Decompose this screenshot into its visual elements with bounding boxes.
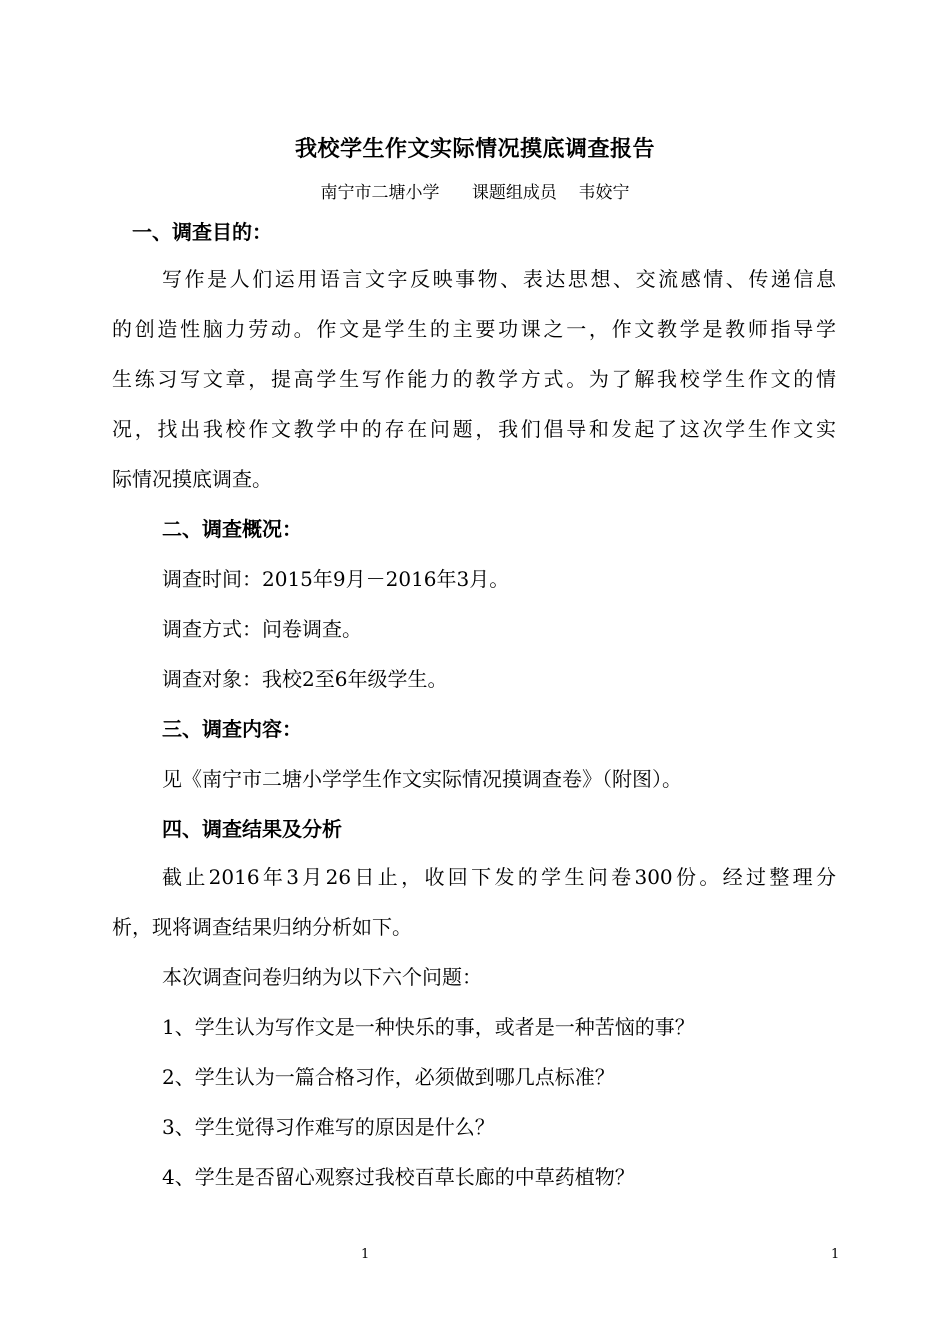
- questions-intro: 本次调查问卷归纳为以下六个问题：: [162, 965, 482, 989]
- question-item: 4、学生是否留心观察过我校百草长廊的中草药植物？: [162, 1165, 635, 1189]
- author-byline: 南宁市二塘小学 课题组成员 韦姣宁: [320, 183, 630, 203]
- section-heading-purpose: 一、调查目的：: [132, 220, 272, 244]
- section-heading-overview: 二、调查概况：: [162, 517, 302, 541]
- question-item: 2、学生认为一篇合格习作，必须做到哪几点标准？: [162, 1065, 615, 1089]
- question-item: 1、学生认为写作文是一种快乐的事，或者是一种苦恼的事？: [162, 1015, 695, 1039]
- paragraph-line: 写作是人们运用语言文字反映事物、表达思想、交流感情、传递信息: [162, 267, 836, 291]
- report-title: 我校学生作文实际情况摸底调查报告: [294, 136, 655, 162]
- section-heading-results: 四、调查结果及分析: [162, 817, 342, 841]
- paragraph-line: 生练习写文章，提高学生写作能力的教学方式。为了解我校学生作文的情: [112, 367, 836, 391]
- page-number-left: 1: [361, 1247, 370, 1262]
- question-item: 3、学生觉得习作难写的原因是什么？: [162, 1115, 495, 1139]
- paragraph-line: 况，找出我校作文教学中的存在问题，我们倡导和发起了这次学生作文实: [112, 417, 836, 441]
- page-number-right: 1: [831, 1247, 840, 1262]
- paragraph-line: 的创造性脑力劳动。作文是学生的主要功课之一，作文教学是教师指导学: [112, 317, 836, 341]
- section-heading-content: 三、调查内容：: [162, 717, 302, 741]
- paragraph-line: 析，现将调查结果归纳分析如下。: [112, 915, 412, 939]
- survey-method: 调查方式：问卷调查。: [162, 617, 362, 641]
- survey-content-text: 见《南宁市二塘小学学生作文实际情况摸调查卷》（附图）。: [162, 767, 682, 791]
- paragraph-line: 际情况摸底调查。: [112, 467, 272, 491]
- survey-time: 调查时间：2015年9月－2016年3月。: [162, 567, 510, 591]
- survey-target: 调查对象：我校2至6年级学生。: [162, 667, 448, 691]
- paragraph-line: 截止2016年3月26日止，收回下发的学生问卷300份。经过整理分: [162, 865, 836, 889]
